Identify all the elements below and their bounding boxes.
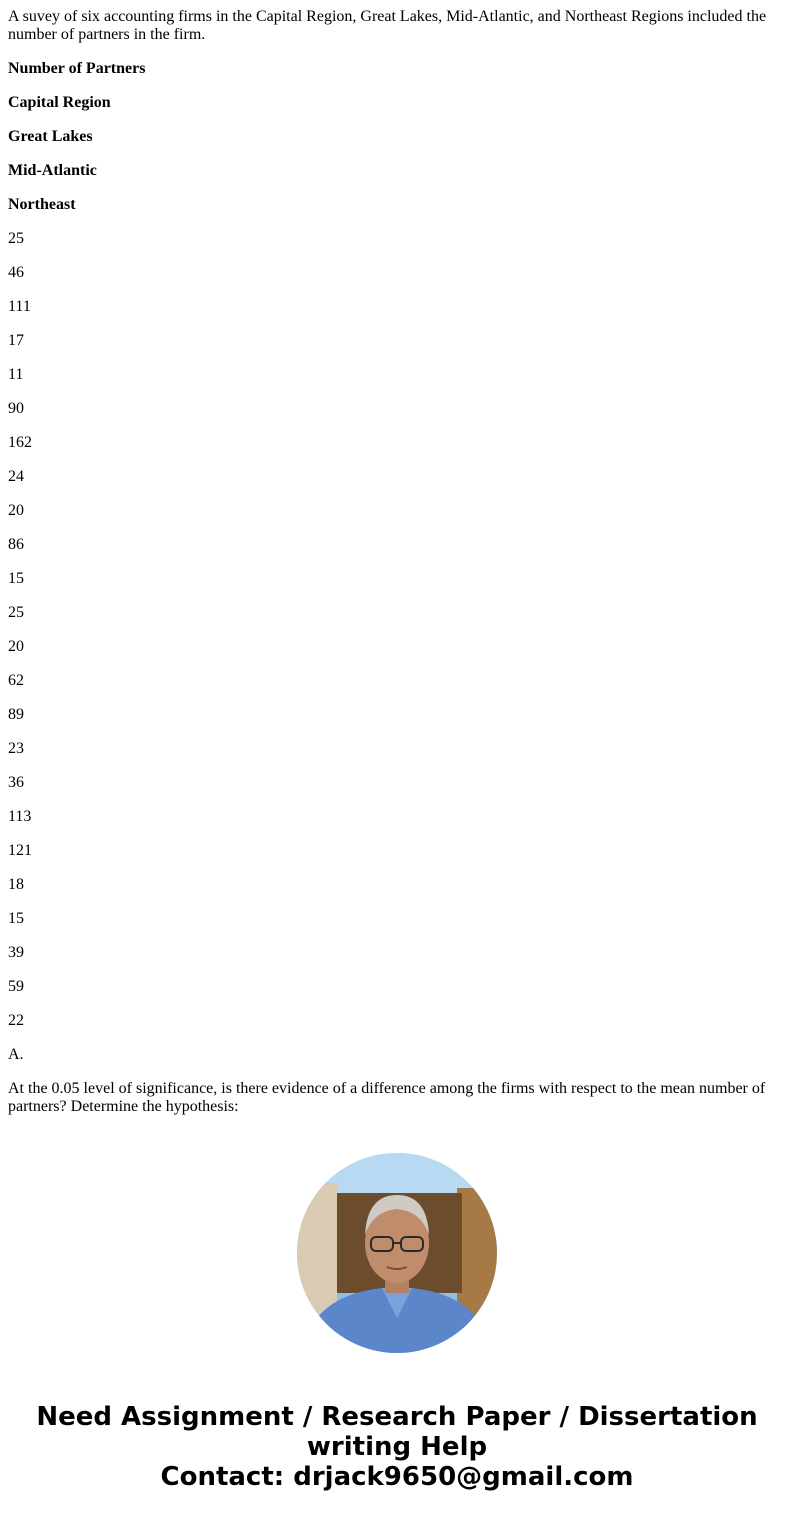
author-photo-avatar [297,1153,497,1353]
value-item: 18 [8,876,24,893]
value-item: 86 [8,536,24,553]
value-item: 24 [8,468,24,485]
value-item: 162 [8,434,32,451]
footer-contact-banner [0,1402,794,1492]
question-paragraph: At the 0.05 level of significance, is there evidence of a difference among the firms with respect to the mean number of partners? Determine the hypothesis: [8,1080,766,1115]
value-item: 15 [8,570,24,587]
heading-region-northeast: Northeast [8,196,76,213]
value-item: 22 [8,1012,24,1029]
value-item: 90 [8,400,24,417]
value-item: 89 [8,706,24,723]
value-item: 17 [8,332,24,349]
footer-line-2: writing Help [306,1432,488,1462]
value-item: 25 [8,604,24,621]
value-item: 62 [8,672,24,689]
value-item: 23 [8,740,24,757]
intro-paragraph: A suvey of six accounting firms in the Capital Region, Great Lakes, Mid-Atlantic, and Northeast Regions included the number of partners in the firm. [8,8,767,43]
heading-region-mid-atlantic: Mid-Atlantic [8,162,97,179]
footer-line-1: Need Assignment / Research Paper / Dissertation [36,1402,758,1432]
value-item: 113 [8,808,32,825]
value-item: 11 [8,366,24,383]
value-item: 59 [8,978,24,995]
part-label: A. [8,1046,24,1063]
value-item: 121 [8,842,32,859]
value-item: 15 [8,910,24,927]
heading-region-capital: Capital Region [8,94,111,111]
author-photo-icon [297,1153,497,1353]
value-item: 20 [8,502,24,519]
value-item: 111 [8,298,31,315]
value-item: 39 [8,944,24,961]
value-item: 20 [8,638,24,655]
heading-region-great-lakes: Great Lakes [8,128,93,145]
footer-contact-line: Contact: drjack9650@gmail.com [160,1462,634,1492]
value-item: 36 [8,774,24,791]
document-body [8,8,786,1132]
value-item: 46 [8,264,24,281]
value-item: 25 [8,230,24,247]
heading-number-of-partners: Number of Partners [8,60,146,77]
